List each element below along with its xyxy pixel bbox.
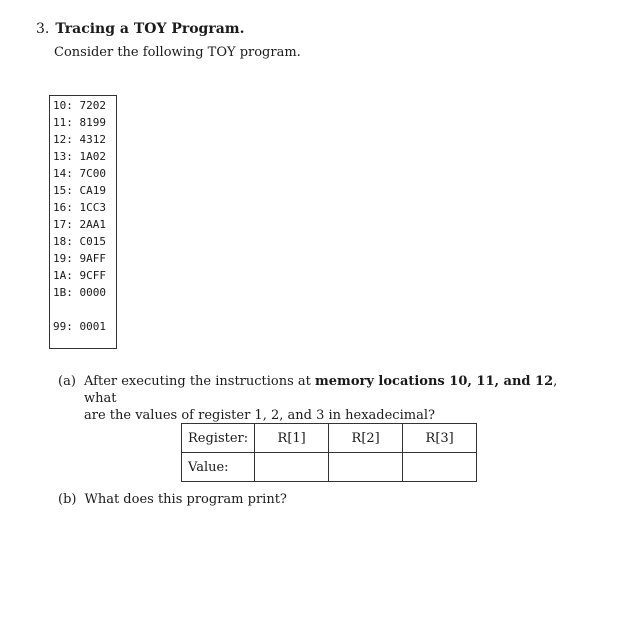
part-a-text-line2: are the values of register 1, 2, and 3 in hexadecimal? bbox=[84, 408, 435, 423]
value-r1-cell[interactable] bbox=[255, 453, 329, 482]
problem-number: 3. bbox=[36, 21, 50, 37]
part-a-text bbox=[84, 373, 578, 424]
code-line: 99: 0001 bbox=[53, 320, 106, 333]
toy-program-listing bbox=[49, 95, 117, 349]
register-answer-table bbox=[181, 423, 477, 482]
part-a-text-bold: memory locations 10, 11, and 12 bbox=[315, 374, 554, 389]
register-r3-header: R[3] bbox=[403, 424, 477, 453]
code-line: 14: 7C00 bbox=[53, 167, 106, 180]
code-line: 10: 7202 bbox=[53, 99, 106, 112]
code-line: 12: 4312 bbox=[53, 133, 106, 146]
problem-intro: Consider the following TOY program. bbox=[54, 45, 301, 60]
code-line: 1A: 9CFF bbox=[53, 269, 106, 282]
part-b-text: What does this program print? bbox=[84, 492, 287, 507]
part-b-label: (b) bbox=[58, 492, 77, 507]
register-r1-header: R[1] bbox=[255, 424, 329, 453]
code-line: 11: 8199 bbox=[53, 116, 106, 129]
code-line: 17: 2AA1 bbox=[53, 218, 106, 231]
code-line: 13: 1A02 bbox=[53, 150, 106, 163]
register-header-cell: Register: bbox=[182, 424, 255, 453]
code-line: 18: C015 bbox=[53, 235, 106, 248]
question-part-b bbox=[58, 491, 287, 508]
part-a-text-after: , what bbox=[84, 374, 558, 406]
value-header-cell: Value: bbox=[182, 453, 255, 482]
part-a-text-before: After executing the instructions at bbox=[84, 374, 316, 389]
code-line: 15: CA19 bbox=[53, 184, 106, 197]
code-line: 1B: 0000 bbox=[53, 286, 106, 299]
value-r2-cell[interactable] bbox=[329, 453, 403, 482]
part-a-label: (a) bbox=[58, 374, 76, 389]
table-row bbox=[182, 424, 477, 453]
code-line: 19: 9AFF bbox=[53, 252, 106, 265]
value-r3-cell[interactable] bbox=[403, 453, 477, 482]
problem-heading bbox=[36, 20, 244, 38]
register-r2-header: R[2] bbox=[329, 424, 403, 453]
problem-title: Tracing a TOY Program. bbox=[55, 21, 245, 37]
code-line: 16: 1CC3 bbox=[53, 201, 106, 214]
table-row bbox=[182, 453, 477, 482]
